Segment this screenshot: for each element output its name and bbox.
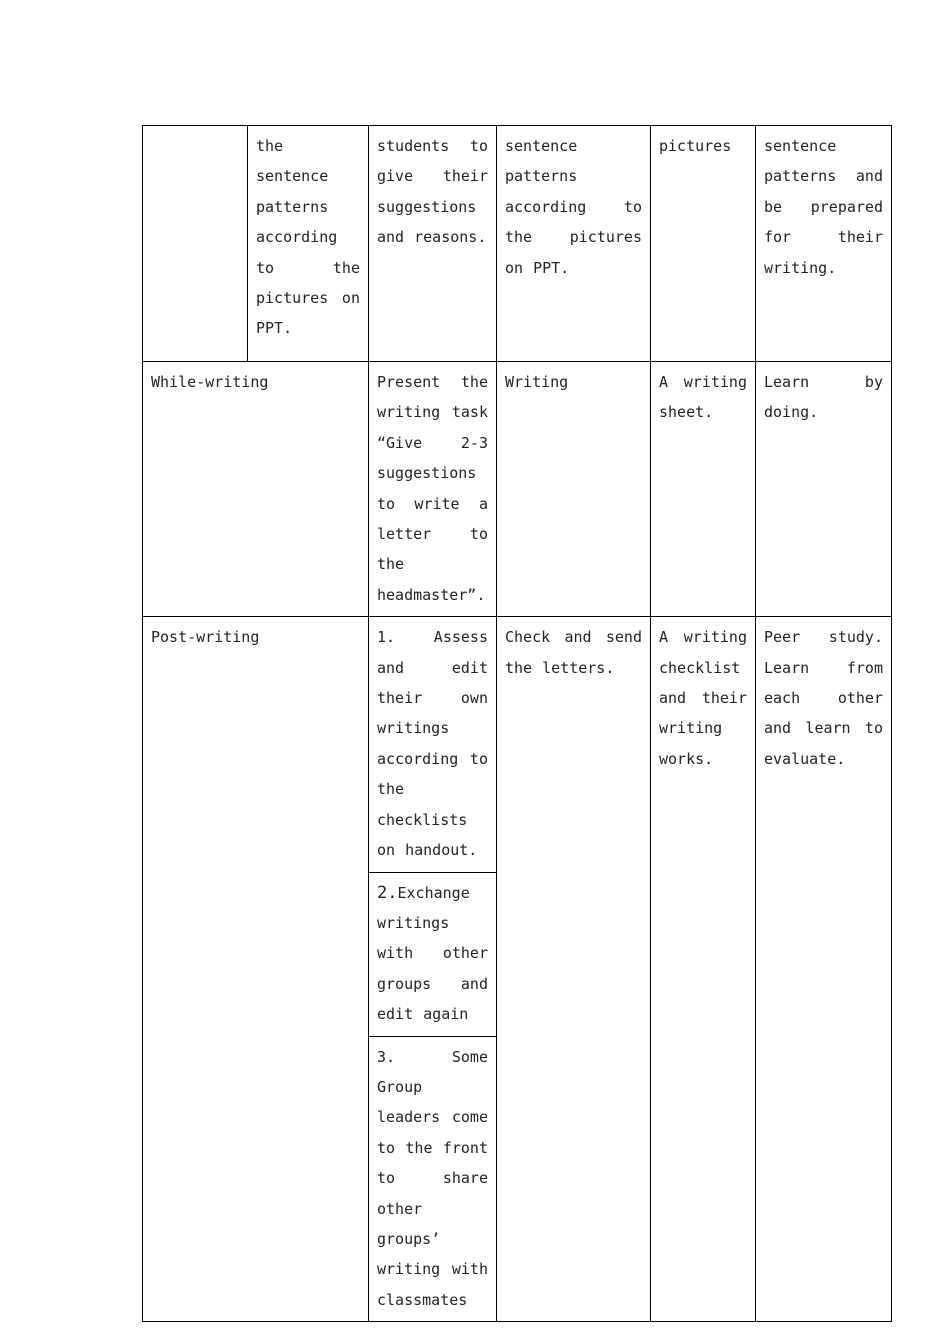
purpose-cell: Peer study. Learn from each other and learn to evaluate. — [756, 617, 892, 1322]
teacher-activity-step-2 — [369, 872, 497, 1036]
lesson-plan-table — [142, 125, 892, 1322]
student-activity-cell: Check and send the letters. — [497, 617, 651, 1322]
teaching-aids-cell: pictures — [651, 126, 756, 362]
teacher-activity-step-1: 1. Assess and edit their own writings according to the checklists on handout. — [369, 617, 497, 872]
teaching-aids-cell: A writing sheet. — [651, 362, 756, 617]
teacher-activity-cell: students to give their suggestions and reasons. — [369, 126, 497, 362]
stage-cell-post-writing: Post-writing — [143, 617, 369, 1322]
table-row — [143, 617, 892, 872]
purpose-cell: Learn by doing. — [756, 362, 892, 617]
table-row — [143, 362, 892, 617]
teacher-activity-cell: Present the writing task “Give 2-3 suggestions to write a letter to the headmaster”. — [369, 362, 497, 617]
teaching-aids-cell: A writing checklist and their writing works. — [651, 617, 756, 1322]
stage-cell-while-writing: While-writing — [143, 362, 369, 617]
step-number: 2. — [377, 882, 398, 903]
step-text: Exchange writings with other groups and edit again — [377, 883, 488, 1024]
procedure-cell: the sentence patterns according to the pictures on PPT. — [248, 126, 369, 362]
student-activity-cell: Writing — [497, 362, 651, 617]
stage-cell-empty — [143, 126, 248, 362]
purpose-cell: sentence patterns and be prepared for their writing. — [756, 126, 892, 362]
student-activity-cell: sentence patterns according to the pictures on PPT. — [497, 126, 651, 362]
table-row — [143, 126, 892, 362]
teacher-activity-step-3: 3. Some Group leaders come to the front to share other groups’ writing with classmates — [369, 1036, 497, 1322]
